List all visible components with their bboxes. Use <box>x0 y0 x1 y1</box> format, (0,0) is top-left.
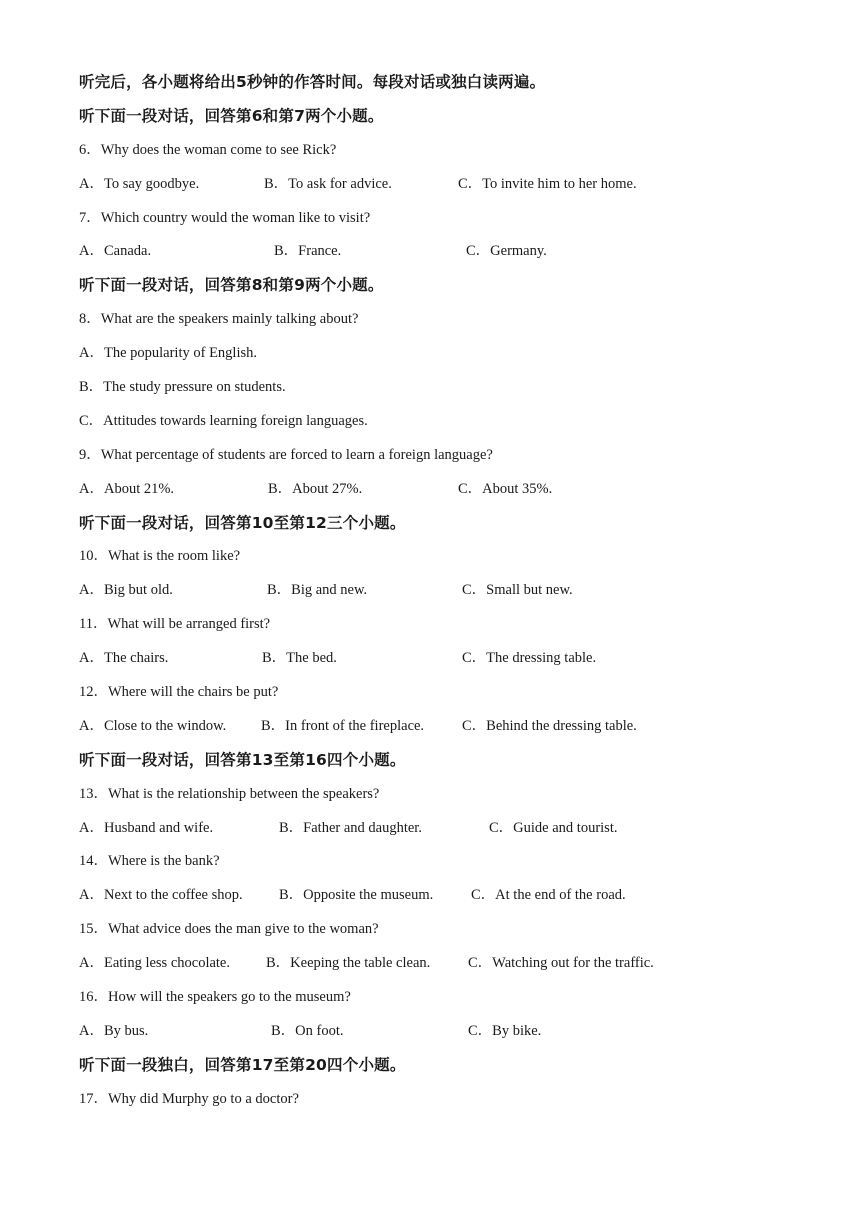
option-a: A．Canada. <box>79 243 152 260</box>
question-line: 17．Why did Murphy go to a doctor? <box>79 1090 299 1107</box>
option-a: A．Husband and wife. <box>79 819 214 836</box>
question-line: 10．What is the room like? <box>79 548 241 565</box>
question-line: 8．What are the speakers mainly talking about? <box>79 311 359 328</box>
option-a: A．Close to the window. <box>79 717 227 734</box>
options-row <box>79 477 799 511</box>
option-c: C．Germany. <box>466 243 547 260</box>
option-b: B．The bed. <box>262 650 337 667</box>
section-heading: 听下面一段对话，回答第8和第9两个小题。 <box>79 276 384 295</box>
option-a: A．Next to the coffee shop. <box>79 887 243 904</box>
option-a: A．By bus. <box>79 1022 149 1039</box>
options-row <box>79 646 799 680</box>
question-line: 14．Where is the bank? <box>79 853 220 870</box>
question-line: 9．What percentage of students are forced to learn a foreign language? <box>79 446 493 463</box>
option-b: B．To ask for advice. <box>264 175 392 192</box>
option-b: B．Opposite the museum. <box>279 887 434 904</box>
question-line: 13．What is the relationship between the speakers? <box>79 785 380 802</box>
question-line: 11．What will be arranged first? <box>79 616 271 633</box>
section-heading: 听下面一段对话，回答第6和第7两个小题。 <box>79 106 384 125</box>
options-row <box>79 1019 799 1053</box>
option-c: C．At the end of the road. <box>471 887 626 904</box>
section-heading: 听下面一段独白，回答第17至第20四个小题。 <box>79 1055 406 1074</box>
option-c: C．By bike. <box>468 1022 542 1039</box>
option-c: C．Guide and tourist. <box>489 819 618 836</box>
options-row <box>79 951 799 985</box>
question-line: 15．What advice does the man give to the woman? <box>79 921 379 938</box>
option-c: C．Small but new. <box>462 582 573 599</box>
question-line: C．Attitudes towards learning foreign languages. <box>79 412 368 429</box>
option-b: B．Big and new. <box>267 582 368 599</box>
options-row <box>79 172 799 206</box>
section-heading: 听下面一段对话，回答第10至第12三个小题。 <box>79 513 406 532</box>
options-row <box>79 816 799 850</box>
option-b: B．About 27%. <box>268 480 363 497</box>
question-line: 6．Why does the woman come to see Rick? <box>79 141 337 158</box>
exam-page <box>79 70 799 1121</box>
option-a: A．To say goodbye. <box>79 175 200 192</box>
option-c: C．About 35%. <box>458 480 553 497</box>
option-a: A．Big but old. <box>79 582 173 599</box>
option-b: B．On foot. <box>271 1022 344 1039</box>
option-c: C．To invite him to her home. <box>458 175 637 192</box>
question-line: A．The popularity of English. <box>79 345 258 362</box>
question-line: 12．Where will the chairs be put? <box>79 684 279 701</box>
section-heading: 听下面一段对话，回答第13至第16四个小题。 <box>79 750 406 769</box>
option-c: C．The dressing table. <box>462 650 597 667</box>
options-row <box>79 714 799 748</box>
option-b: B．In front of the fireplace. <box>261 717 425 734</box>
options-row <box>79 883 799 917</box>
option-c: C．Behind the dressing table. <box>462 717 637 734</box>
question-line: 7．Which country would the woman like to visit? <box>79 209 371 226</box>
option-b: B．France. <box>274 243 342 260</box>
options-row <box>79 239 799 273</box>
option-a: A．About 21%. <box>79 480 175 497</box>
option-a: A．The chairs. <box>79 650 169 667</box>
option-c: C．Watching out for the traffic. <box>468 955 654 972</box>
option-b: B．Keeping the table clean. <box>266 955 431 972</box>
question-line: 16．How will the speakers go to the museum? <box>79 989 351 1006</box>
options-row <box>79 578 799 612</box>
question-list <box>79 104 799 1121</box>
section-intro: 听完后，各小题将给出5秒钟的作答时间。每段对话或独白读两遍。 <box>79 73 546 91</box>
option-a: A．Eating less chocolate. <box>79 955 230 972</box>
question-line: B．The study pressure on students. <box>79 379 286 396</box>
option-b: B．Father and daughter. <box>279 819 422 836</box>
